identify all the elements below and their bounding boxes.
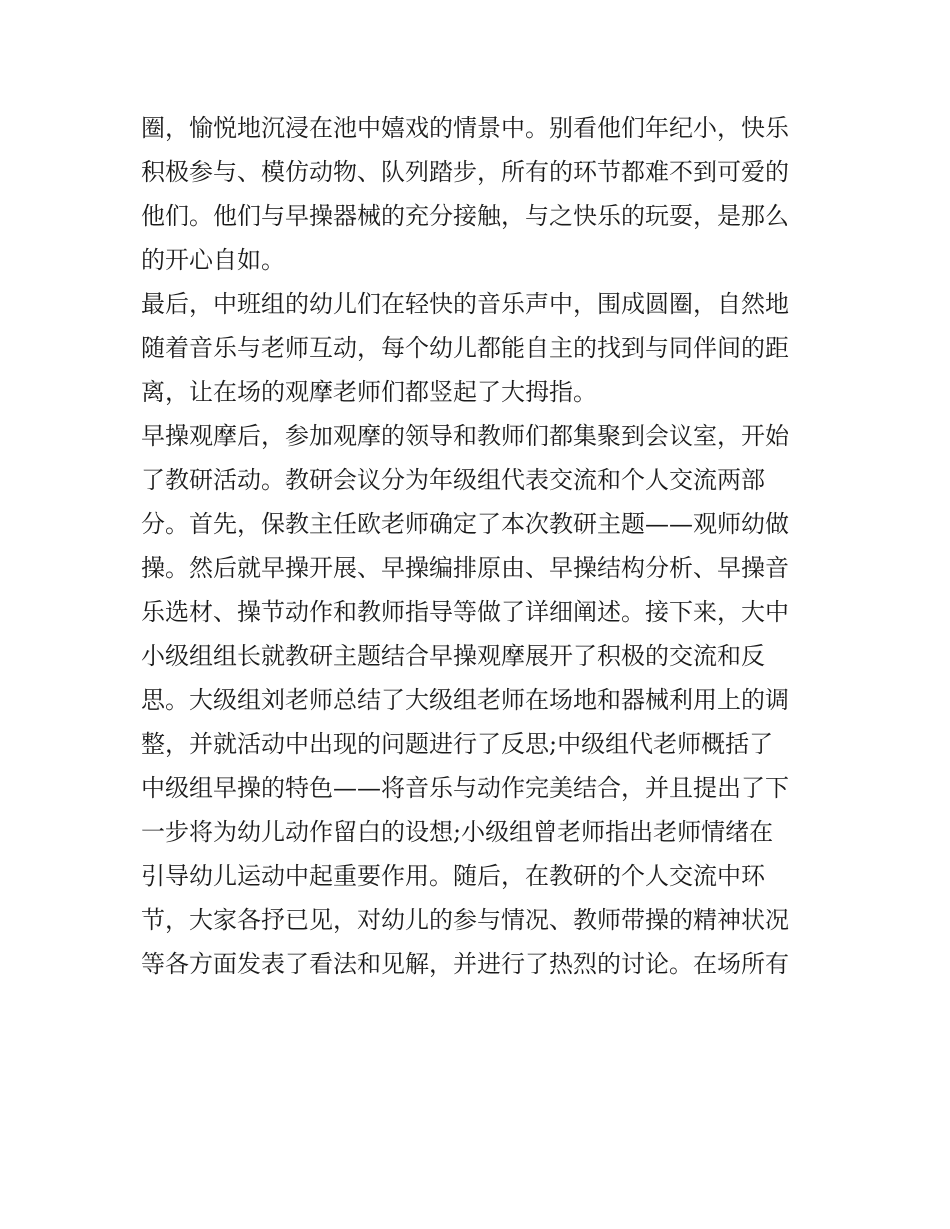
text-line: 圈，愉悦地沉浸在池中嬉戏的情景中。别看他们年纪小，快乐 bbox=[141, 114, 789, 142]
text-line: 小级组组长就教研主题结合早操观摩展开了积极的交流和反 bbox=[141, 642, 765, 670]
text-line: 乐选材、操节动作和教师指导等做了详细阐述。接下来，大中 bbox=[141, 598, 789, 626]
text-line: 一步将为幼儿动作留白的设想;小级组曾老师指出老师情绪在 bbox=[141, 818, 774, 846]
text-line: 早操观摩后，参加观摩的领导和教师们都集聚到会议室，开始 bbox=[141, 422, 789, 450]
text-line: 他们。他们与早操器械的充分接触，与之快乐的玩耍，是那么 bbox=[141, 202, 789, 230]
text-line: 节，大家各抒已见，对幼儿的参与情况、教师带操的精神状况 bbox=[141, 906, 789, 934]
text-line: 了教研活动。教研会议分为年级组代表交流和个人交流两部 bbox=[141, 466, 765, 494]
text-line: 操。然后就早操开展、早操编排原由、早操结构分析、早操音 bbox=[141, 554, 789, 582]
text-line: 离，让在场的观摩老师们都竖起了大拇指。 bbox=[141, 378, 597, 406]
text-line: 积极参与、模仿动物、队列踏步，所有的环节都难不到可爱的 bbox=[141, 158, 789, 186]
text-line: 引导幼儿运动中起重要作用。随后，在教研的个人交流中环 bbox=[141, 862, 765, 890]
text-line: 分。首先，保教主任欧老师确定了本次教研主题——观师幼做 bbox=[141, 510, 789, 538]
text-line: 随着音乐与老师互动，每个幼儿都能自主的找到与同伴间的距 bbox=[141, 334, 789, 362]
text-line: 整，并就活动中出现的问题进行了反思;中级组代老师概括了 bbox=[141, 730, 774, 758]
text-line: 中级组早操的特色——将音乐与动作完美结合，并且提出了下 bbox=[141, 774, 789, 802]
body-text bbox=[141, 106, 821, 986]
text-line: 的开心自如。 bbox=[141, 246, 285, 274]
text-line: 最后，中班组的幼儿们在轻快的音乐声中，围成圆圈，自然地 bbox=[141, 290, 789, 318]
text-line: 思。大级组刘老师总结了大级组老师在场地和器械利用上的调 bbox=[141, 686, 789, 714]
text-line: 等各方面发表了看法和见解，并进行了热烈的讨论。在场所有 bbox=[141, 950, 789, 978]
